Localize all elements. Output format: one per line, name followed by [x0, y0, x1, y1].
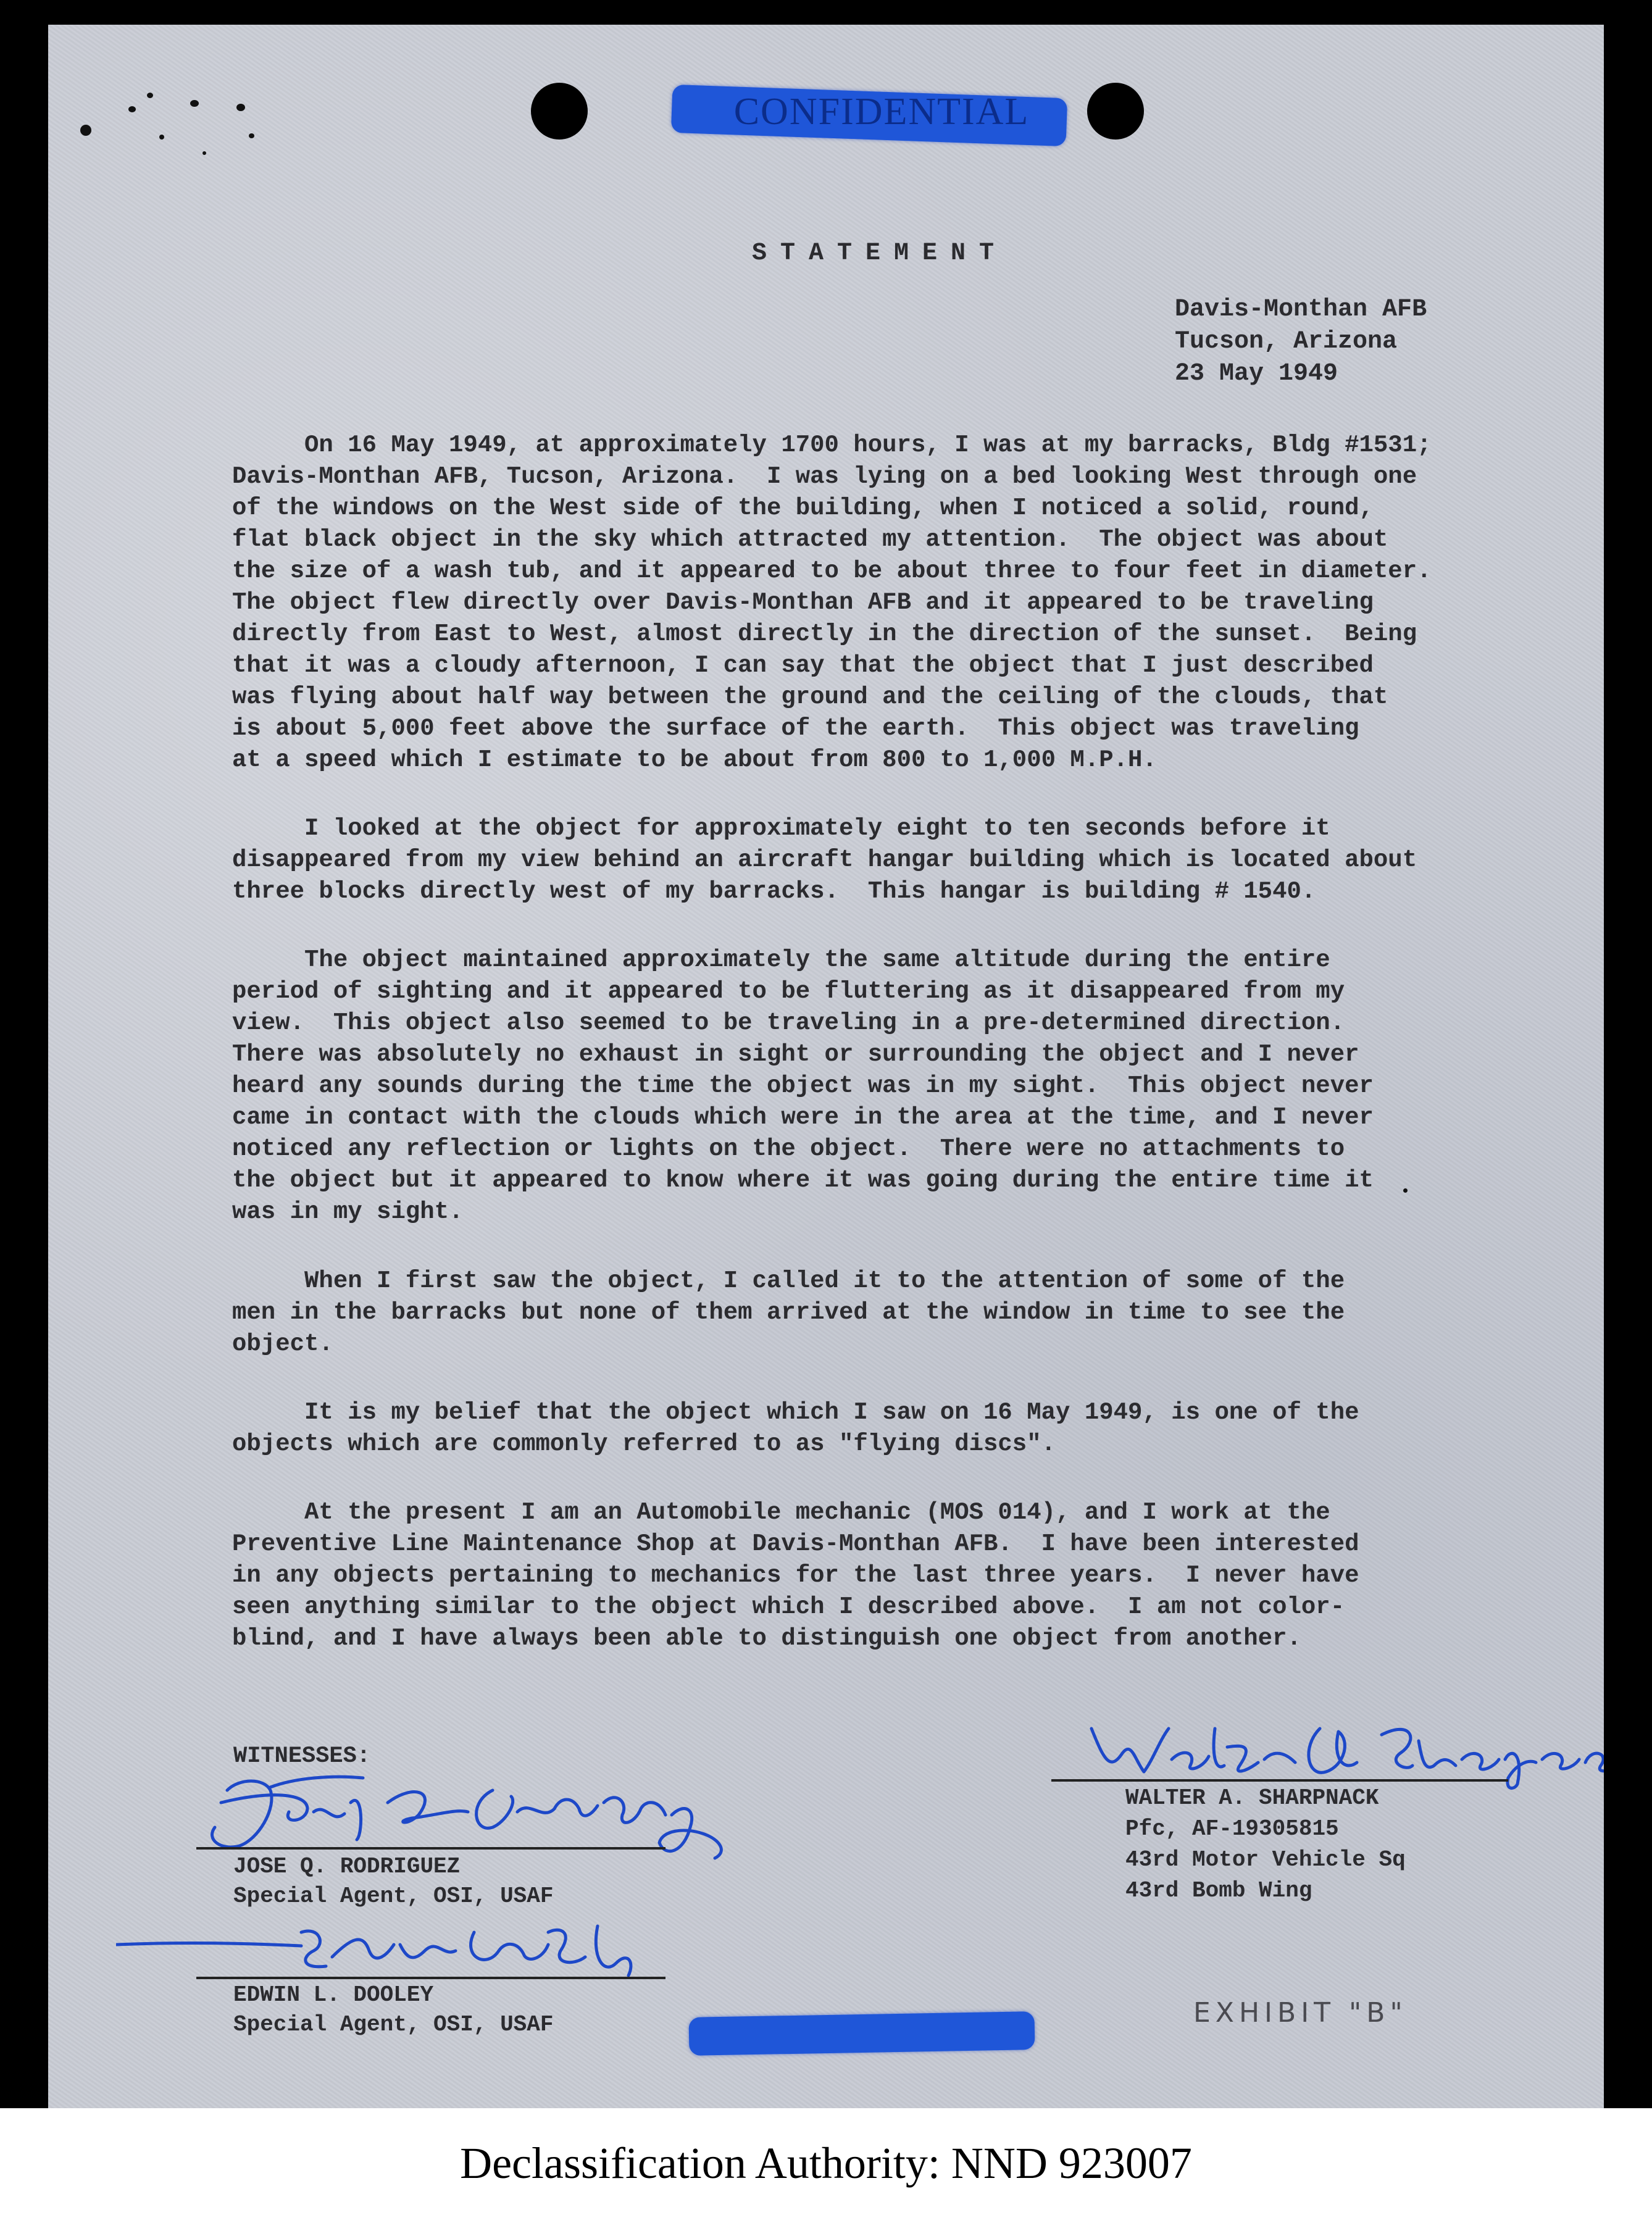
- confidential-stamp: CONFIDENTIAL: [733, 91, 1030, 133]
- statement-paragraph: It is my belief that the object which I saw on 16 May 1949, is one of the objects which are commonly referred to as "flying discs".: [232, 1399, 1359, 1458]
- location-date-block: Davis-Monthan AFB Tucson, Arizona 23 May 1949: [1175, 296, 1427, 388]
- statement-paragraph: I looked at the object for approximately eight to ten seconds before it disappeared from my view behind an aircraft hangar building which is located about three blocks directly west of my barracks. This hangar is building # 1540.: [232, 815, 1417, 905]
- paper-speck: [190, 100, 199, 107]
- witness2-signature-line: [196, 1977, 665, 1979]
- witness1-signature-line: [196, 1847, 665, 1850]
- paper-sheet: [48, 25, 1604, 2108]
- witness1-signature-block: JOSE Q. RODRIGUEZ Special Agent, OSI, USAF: [233, 1854, 554, 1909]
- punch-hole-right: [1087, 83, 1144, 140]
- paper-speck: [80, 125, 91, 136]
- witnesses-label: WITNESSES:: [233, 1743, 371, 1769]
- blue-tape-bottom: [689, 2011, 1035, 2056]
- statement-paragraph: On 16 May 1949, at approximately 1700 hours, I was at my barracks, Bldg #1531; Davis-Monthan AFB, Tucson, Arizona. I was lying on a bed looking West through one of the windows on the West side of the building, when I noticed a solid, round, flat black object in the sky which attracted my attention. The object was about the size of a wash tub, and it appeared to be about three to four feet in diameter. The object flew directly over Davis-Monthan AFB and it appeared to be traveling directly from East to West, almost directly in the direction of the sunset. Being that it was a cloudy afternoon, I can say that the object that I just described was flying about half way between the ground and the ceiling of the clouds, that is about 5,000 feet above the surface of the earth. This object was traveling at a speed which I estimate to be about from 800 to 1,000 M.P.H.: [232, 432, 1432, 774]
- declarant-signature-block: WALTER A. SHARPNACK Pfc, AF-19305815 43rd Motor Vehicle Sq 43rd Bomb Wing: [1125, 1785, 1406, 1903]
- witness2-signature-block: EDWIN L. DOOLEY Special Agent, OSI, USAF: [233, 1982, 554, 2037]
- declarant-signature-line: [1051, 1779, 1508, 1782]
- statement-paragraph: When I first saw the object, I called it to the attention of some of the men in the barracks but none of them arrived at the window in time to see the object.: [232, 1267, 1345, 1358]
- declassification-authority-text: Declassification Authority: NND 923007: [460, 2138, 1192, 2188]
- punch-hole-left: [531, 83, 588, 140]
- document-title: STATEMENT: [752, 240, 1008, 267]
- paper-speck: [202, 151, 206, 155]
- footer-bar: [0, 2108, 1652, 2215]
- witness2-handwritten-signature: [116, 1908, 672, 1988]
- paper-speck: [249, 133, 254, 138]
- paper-speck: [159, 135, 164, 140]
- statement-paragraph: At the present I am an Automobile mechanic (MOS 014), and I work at the Preventive Line Maintenance Shop at Davis-Monthan AFB. I have been interested in any objects pertaining to mechanics for the last three years. I never have seen anything similar to the object which I described above. I am not color- blind, and I have always been able to distinguish one object from another.: [232, 1499, 1359, 1652]
- paper-speck: [236, 104, 245, 111]
- paper-speck: [147, 93, 153, 98]
- statement-paragraph: The object maintained approximately the same altitude during the entire period of sighting and it appeared to be fluttering as it disappeared from my view. This object also seemed to be traveling in a pre-determined direction. There was absolutely no exhaust in sight or surrounding the object and I never heard any sounds during the time the object was in my sight. This object never came in contact with the clouds which were in the area at the time, and I never noticed any reflection or lights on the object. There were no attachments to the object but it appeared to know where it was going during the entire time it was in my sight.: [232, 946, 1374, 1225]
- exhibit-label: EXHIBIT "B": [1193, 1997, 1408, 2029]
- paper-speck: [1403, 1188, 1408, 1193]
- paper-speck: [128, 106, 136, 112]
